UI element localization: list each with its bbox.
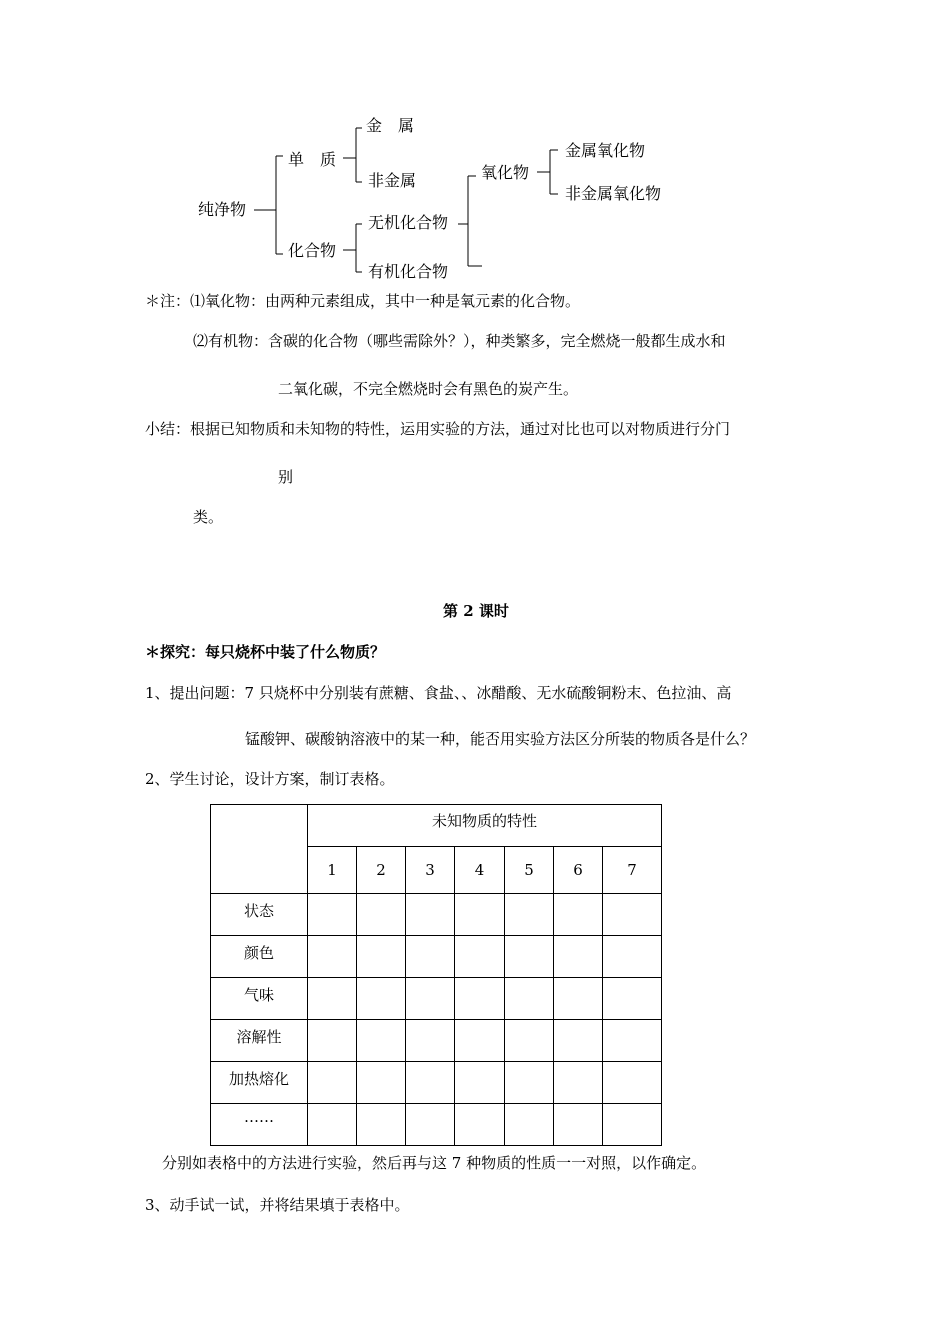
note-organic-line1: ⑵有机物：含碳的化合物（哪些需除外？），种类繁多，完全燃烧一般都生成水和 — [193, 332, 726, 350]
table-row-label: 气味 — [211, 978, 308, 1020]
table-row-label: …… — [211, 1104, 308, 1146]
step1-line1: 1、提出问题：7 只烧杯中分别装有蔗糖、食盐、、冰醋酸、无水硫酸铜粉末、色拉油、高 — [145, 684, 732, 702]
summary-line2: 别 — [278, 468, 294, 486]
tree-metal-oxide-label: 金属氧化物 — [565, 141, 646, 160]
tree-metal-label: 金 属 — [366, 116, 415, 135]
table-corner-cell — [211, 805, 308, 894]
step2: 2、学生讨论，设计方案，制订表格。 — [145, 770, 395, 788]
table-row-label: 状态 — [211, 894, 308, 936]
table-column-header: 2 — [357, 847, 406, 894]
tree-compound-label: 化合物 — [288, 241, 337, 260]
table-row — [211, 894, 662, 936]
table-row-label: 颜色 — [211, 936, 308, 978]
table-column-header: 3 — [406, 847, 455, 894]
table-header: 未知物质的特性 — [308, 805, 662, 847]
table-column-header: 5 — [505, 847, 554, 894]
summary-line1: 小结：根据已知物质和未知物的特性，运用实验的方法，通过对比也可以对物质进行分门 — [145, 420, 731, 438]
step3: 3、动手试一试，并将结果填于表格中。 — [145, 1196, 410, 1214]
table-row — [211, 978, 662, 1020]
tree-inorganic-label: 无机化合物 — [368, 213, 449, 232]
note-oxide: ＊注：⑴氧化物：由两种元素组成，其中一种是氧元素的化合物。 — [145, 292, 581, 310]
table-column-header: 6 — [554, 847, 603, 894]
table-row — [211, 1062, 662, 1104]
table-row — [211, 1020, 662, 1062]
explore-heading: ＊探究：每只烧杯中装了什么物质？ — [145, 643, 386, 661]
tree-root-label: 纯净物 — [198, 200, 247, 219]
table-column-header: 1 — [308, 847, 357, 894]
tree-simple-label: 单 质 — [288, 150, 337, 169]
table-row — [211, 1104, 662, 1146]
tree-nonmetal-oxide-label: 非金属氧化物 — [565, 184, 662, 203]
summary-line3: 类。 — [193, 508, 224, 526]
note-organic-line2: 二氧化碳，不完全燃烧时会有黑色的炭产生。 — [278, 380, 579, 398]
table-column-header: 7 — [603, 847, 662, 894]
tree-organic-label: 有机化合物 — [368, 262, 449, 281]
table-column-header: 4 — [455, 847, 505, 894]
properties-table — [210, 804, 662, 1146]
tree-oxide-label: 氧化物 — [481, 163, 530, 182]
table-row — [211, 936, 662, 978]
lesson-heading: 第 2 课时 — [443, 602, 509, 620]
tree-nonmetal-label: 非金属 — [368, 171, 417, 190]
classification-tree-lines — [0, 0, 950, 300]
after-table-text: 分别如表格中的方法进行实验，然后再与这 7 种物质的性质一一对照，以作确定。 — [162, 1154, 707, 1172]
table-row-label: 加热熔化 — [211, 1062, 308, 1104]
step1-line2: 锰酸钾、碳酸钠溶液中的某一种，能否用实验方法区分所装的物质各是什么？ — [245, 730, 756, 748]
table-row-label: 溶解性 — [211, 1020, 308, 1062]
